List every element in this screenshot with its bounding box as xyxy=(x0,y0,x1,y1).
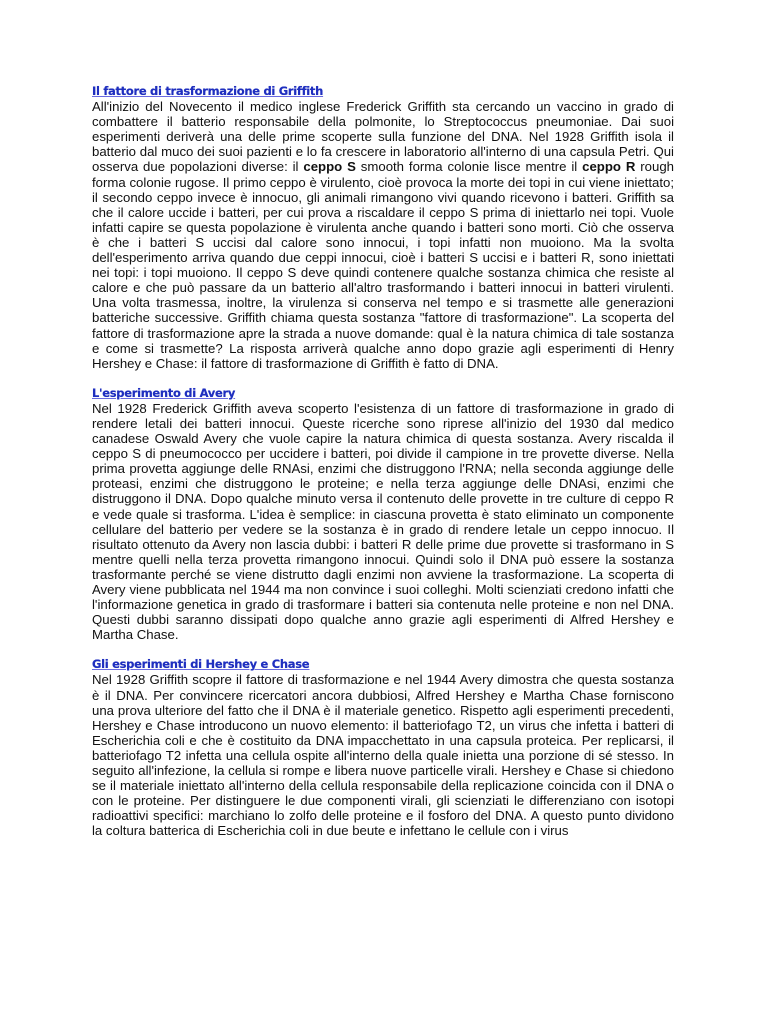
paragraph-text: Nel 1928 Frederick Griffith aveva scoperto l'esistenza di un fattore di trasformazione in grado di rendere letali dei batteri innocui. Queste ricerche sono riprese all'inizio del 1930 dal medico canadese Oswald Avery che vuole capire la natura chimica di questa sostanza. Avery riscalda il ceppo S di pneumococco per uccidere i batteri, poi divide il campione in tre provette diverse. Nella prima provetta aggiunge delle RNAsi, enzimi che distruggono l'RNA; nella seconda aggiunge delle proteasi, enzimi che distruggono le proteine; e nella terza aggiunge delle DNAsi, enzimi che distruggono il DNA. Dopo qualche minuto versa il contenuto delle provette in tre culture di ceppo R e vede quale si trasforma. L'idea è semplice: in ciascuna provetta è stato eliminato un componente cellulare del batterio per vedere se la sostanza è in grado di rendere letale un ceppo innocuo. Il risultato ottenuto da Avery non lascia dubbi: i batteri R delle prime due provette si trasformano in S mentre quelli nella terza provetta rimangono innocui. Quindi solo il DNA può essere la sostanza trasformante perché se viene distrutto dagli enzimi non avviene la trasformazione. La scoperta di Avery viene pubblicata nel 1944 ma non convince i suoi colleghi. Molti scienziati credono infatti che l'informazione genetica in grado di trasformare i batteri sia contenuta nelle proteine e non nel DNA. Questi dubbi saranno dissipati dopo qualche anno grazie agli esperimenti di Alfred Hershey e Martha Chase. xyxy=(92,400,674,643)
paragraph-text: All'inizio del Novecento il medico inglese Frederick Griffith sta cercando un vaccino in grado di combattere il batterio responsabile della polmonite, lo Streptococcus pneumoniae. Dai suoi esperimenti deriverà una delle prime scoperte sulla funzione del DNA. Nel 1928 Griffith isola il batterio dal muco dei suoi pazienti e lo fa crescere in laboratorio all'interno di una capsula Petri. Qui osserva due popolazioni diverse: il xyxy=(92,99,674,175)
document-page xyxy=(92,84,674,839)
paragraph-text: rough forma colonie rugose. Il primo ceppo è virulento, cioè provoca la morte dei topi in cui viene iniettato; il secondo ceppo invece è innocuo, gli animali rimangono vivi quando ricevono i batteri. Griffith sa che il calore uccide i batteri, per cui prova a riscaldare il ceppo S prima di iniettarlo nei topi. Vuole infatti capire se questa popolazione è virulenta anche quando i batteri sono morti. Ciò che osserva è che i batteri S uccisi dal calore sono innocui, i topi infatti non muoiono. Ma la svolta dell'esperimento arriva quando due ceppi innocui, cioè i batteri S uccisi e i batteri R, sono iniettati nei topi: i topi muoiono. Il ceppo S deve quindi contenere qualche sostanza chimica che resiste al calore e che può passare da un batterio all'altro trasformando i batteri innocui in batteri virulenti. Una volta trasmessa, inoltre, la virulenza si conserva nel tempo e si trasmette alle generazioni batteriche successive. Griffith chiama questa sostanza "fattore di trasformazione". La scoperta del fattore di trasformazione apre la strada a nuove domande: qual è la natura chimica di tale sostanza e come si trasmette? La risposta arriverà qualche anno dopo grazie agli esperimenti di Henry Hershey e Chase: il fattore di trasformazione di Griffith è fatto di DNA. xyxy=(92,159,674,371)
section-heading: Il fattore di trasformazione di Griffith xyxy=(92,84,324,98)
section-paragraph xyxy=(92,672,674,838)
section-paragraph xyxy=(92,99,674,371)
paragraph-text: smooth forma colonie lisce mentre il xyxy=(355,159,583,175)
section-paragraph xyxy=(92,401,674,643)
section-heading: Gli esperimenti di Hershey e Chase xyxy=(92,657,310,672)
bold-term: ceppo S xyxy=(303,159,356,175)
section-griffith xyxy=(92,84,674,371)
section-heading: L'esperimento di Avery xyxy=(92,385,236,400)
bold-term: ceppo R xyxy=(582,159,636,175)
section-avery xyxy=(92,386,674,643)
section-hershey-chase xyxy=(92,657,674,838)
paragraph-text: Nel 1928 Griffith scopre il fattore di trasformazione e nel 1944 Avery dimostra che questa sostanza è il DNA. Per convincere ricercatori ancora dubbiosi, Alfred Hershey e Martha Chase forniscono una prova ulteriore del fatto che il DNA è il materiale genetico. Rispetto agli esperimenti precedenti, Hershey e Chase introducono un nuovo elemento: il batteriofago T2, un virus che infetta i batteri di Escherichia coli e che è costituito da DNA impacchettato in una capsula proteica. Per replicarsi, il batteriofago T2 infetta una cellula ospite all'interno della quale inietta una porzione di sé stesso. In seguito all'infezione, la cellula si rompe e libera nuove particelle virali. Hershey e Chase si chiedono se il materiale iniettato all'interno della cellula responsabile della replicazione coincida con il DNA o con le proteine. Per distinguere le due componenti virali, gli scienziati le differenziano con isotopi radioattivi specifici: marchiano lo zolfo delle proteine e il fosforo del DNA. A questo punto dividono la coltura batterica di Escherichia coli in due beute e infettano le cellule con i virus xyxy=(92,672,674,839)
